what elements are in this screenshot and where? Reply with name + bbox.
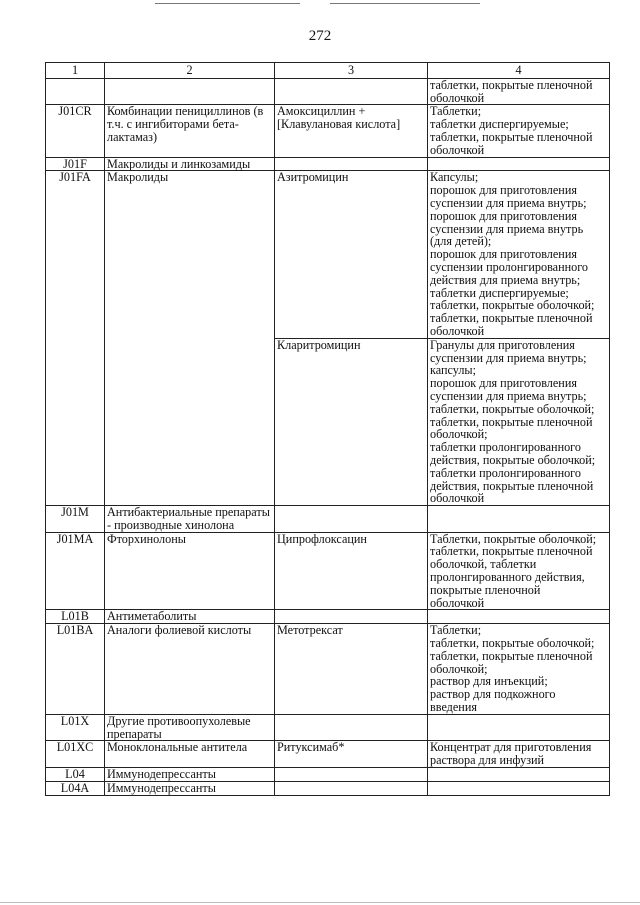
atc-code-cell: L01B [46, 610, 105, 624]
dosage-forms-cell [428, 610, 610, 624]
table-row [46, 781, 610, 795]
column-header: 4 [428, 63, 610, 79]
table-row [46, 506, 610, 533]
drug-name-cell: Метотрексат [275, 624, 428, 715]
dosage-forms-cell [428, 714, 610, 741]
group-name-cell: Фторхинолоны [105, 532, 275, 610]
column-header: 1 [46, 63, 105, 79]
table-row [46, 624, 610, 715]
dosage-forms-text: Таблетки; таблетки диспергируемые; таблетки, покрытые пленочной оболочкой [430, 104, 593, 157]
top-edge-lines [0, 0, 640, 6]
top-rule-left [155, 3, 300, 4]
group-name-cell: Макролиды и линкозамиды [105, 157, 275, 171]
dosage-forms-cell [428, 338, 610, 505]
atc-code-cell [46, 78, 105, 105]
group-name-cell: Макролиды [105, 171, 275, 506]
dosage-forms-cell [428, 506, 610, 533]
drug-name-text: Амоксициллин + [Клавулановая кислота] [277, 104, 401, 132]
group-name-cell: Иммунодепрессанты [105, 768, 275, 782]
dosage-forms-text: Гранулы для приготовления суспензии для приема внутрь; капсулы; порошок для приготовления суспензии для приема внутрь; таблетки, покрытые оболочкой; таблетки, покрытые пленочной оболочкой; таблетки пролонгированного действия, покрытые оболочкой; таблетки пролонгированного действия, покрытые пленочной оболочкой [430, 337, 596, 506]
atc-code-cell: L04 [46, 768, 105, 782]
dosage-forms-text: Таблетки, покрытые оболочкой; таблетки, покрытые пленочной оболочкой, таблетки пролонгированного действия, покрытые пленочной оболочкой [430, 531, 597, 610]
group-name-cell: Комбинации пенициллинов (в т.ч. с ингибиторами бета-лактамаз) [105, 105, 275, 157]
drug-name-cell [275, 768, 428, 782]
atc-code-cell: L01X [46, 714, 105, 741]
group-name-cell [105, 78, 275, 105]
drug-table [45, 62, 610, 796]
dosage-forms-text: Концентрат для приготовления раствора для инфузий [430, 740, 592, 768]
dosage-forms-cell [428, 171, 610, 338]
drug-name-cell: Кларитромицин [275, 338, 428, 505]
dosage-forms-cell [428, 78, 610, 105]
group-name-cell: Иммунодепрессанты [105, 781, 275, 795]
group-name-cell: Антиметаболиты [105, 610, 275, 624]
atc-code-cell: J01FA [46, 171, 105, 506]
table-row [46, 741, 610, 768]
page-bottom-edge [0, 902, 640, 903]
atc-code-cell: L01BA [46, 624, 105, 715]
dosage-forms-text: таблетки, покрытые пленочной оболочкой [430, 77, 593, 105]
table-row [46, 171, 610, 338]
page-number: 272 [308, 28, 332, 44]
drug-name-cell [275, 610, 428, 624]
drug-name-cell: Азитромицин [275, 171, 428, 338]
group-name-cell: Аналоги фолиевой кислоты [105, 624, 275, 715]
group-name-cell: Другие противоопухолевые препараты [105, 714, 275, 741]
table-row [46, 532, 610, 610]
drug-name-cell: Ципрофлоксацин [275, 532, 428, 610]
atc-code-cell: J01CR [46, 105, 105, 157]
table-row [46, 105, 610, 157]
dosage-forms-cell [428, 624, 610, 715]
atc-code-cell: J01MA [46, 532, 105, 610]
drug-name-cell [275, 714, 428, 741]
atc-code-cell: J01M [46, 506, 105, 533]
top-rule-right [330, 3, 480, 4]
table-row [46, 714, 610, 741]
drug-name-cell [275, 105, 428, 157]
dosage-forms-text: Капсулы; порошок для приготовления суспензии для приема внутрь; порошок для приготовления суспензии для приема внутрь (для детей); порошок для приготовления суспензии пролонгированного действия для приема внутрь; таблетки диспергируемые; таблетки, покрытые оболочкой; таблетки, покрытые пленочной оболочкой [430, 170, 595, 338]
column-header: 3 [275, 63, 428, 79]
drug-name-cell [275, 506, 428, 533]
atc-code-cell: L04A [46, 781, 105, 795]
drug-name-cell [275, 78, 428, 105]
group-name-cell: Антибактериальные препараты - производные хинолона [105, 506, 275, 533]
atc-code-cell: L01XC [46, 741, 105, 768]
dosage-forms-cell [428, 741, 610, 768]
table-row [46, 610, 610, 624]
drug-name-cell: Ритуксимаб* [275, 741, 428, 768]
dosage-forms-cell [428, 105, 610, 157]
drug-name-cell [275, 781, 428, 795]
dosage-forms-cell [428, 532, 610, 610]
table-header-row [46, 63, 610, 79]
table-row [46, 768, 610, 782]
table-row [46, 157, 610, 171]
drug-name-cell [275, 157, 428, 171]
dosage-forms-cell [428, 781, 610, 795]
atc-code-cell: J01F [46, 157, 105, 171]
dosage-forms-text: Таблетки; таблетки, покрытые оболочкой; таблетки, покрытые пленочной оболочкой; раствор для инъекций; раствор для подкожного введения [430, 623, 595, 715]
table-row [46, 78, 610, 105]
column-header: 2 [105, 63, 275, 79]
dosage-forms-cell [428, 768, 610, 782]
dosage-forms-cell [428, 157, 610, 171]
group-name-cell: Моноклональные антитела [105, 741, 275, 768]
